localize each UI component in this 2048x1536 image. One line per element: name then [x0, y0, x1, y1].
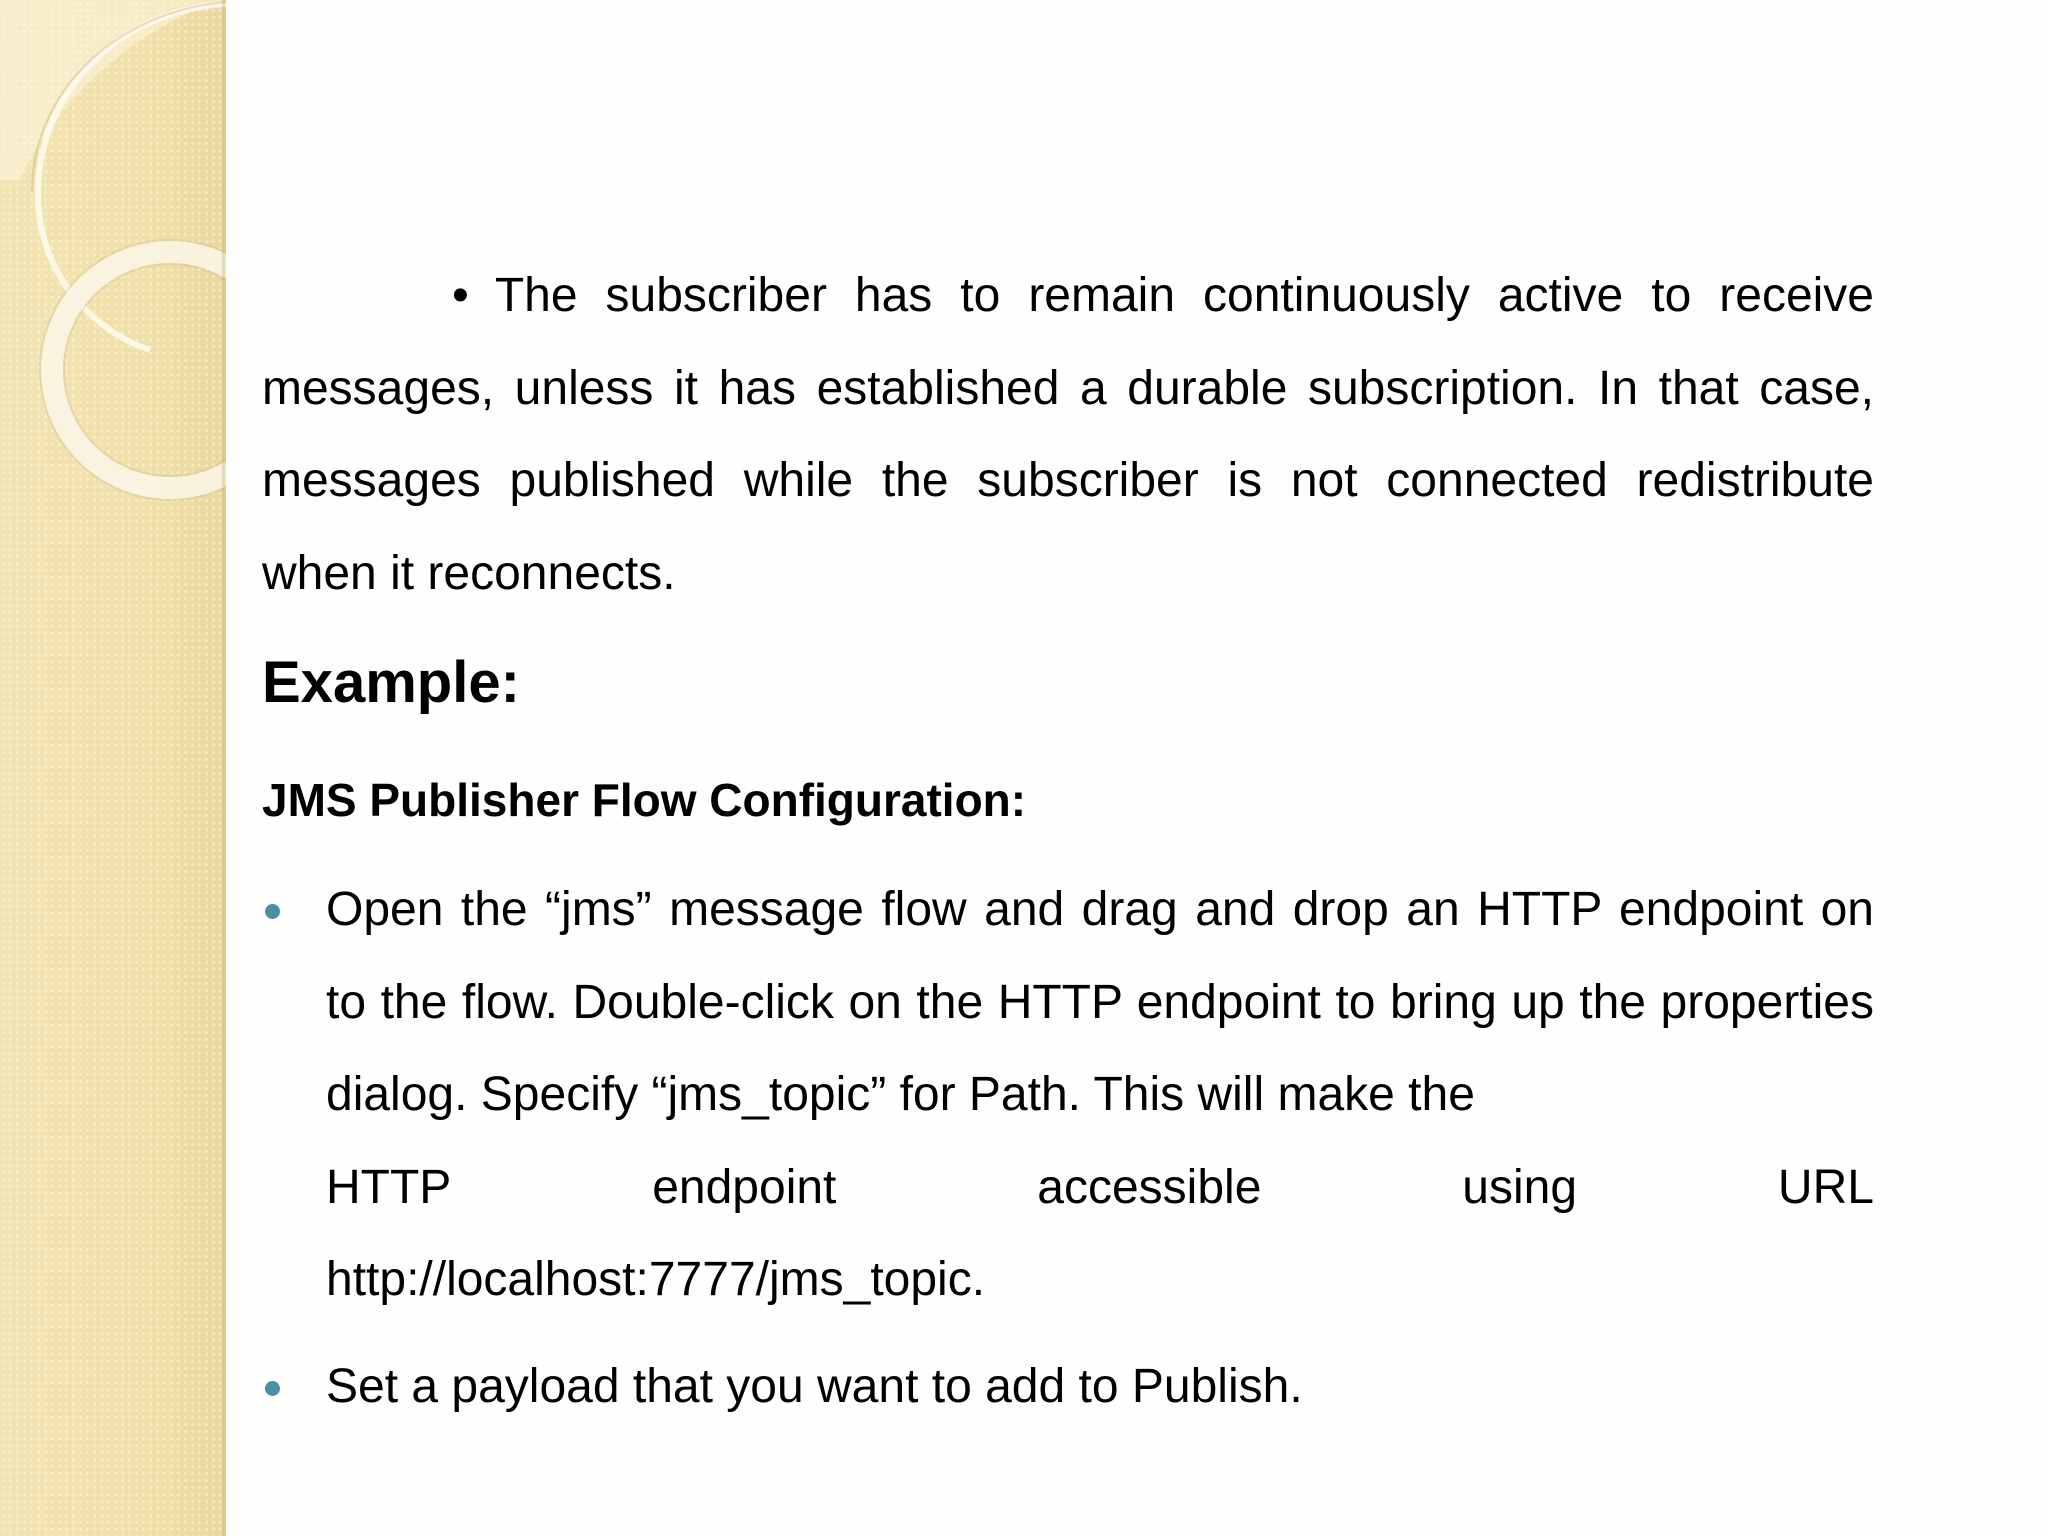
bullet-dot-icon	[265, 904, 280, 919]
word-accessible: accessible	[1037, 1160, 1262, 1214]
steps-list	[262, 864, 1874, 1447]
word-using: using	[1462, 1160, 1578, 1214]
list-item	[262, 1341, 1874, 1434]
step-1-text: Open the “jms” message flow and drag and drop an HTTP endpoint on to the flow. Double-click on the HTTP endpoint to bring up the properties dialog. Specify “jms_topic” for Path. This will make the	[326, 883, 1874, 1121]
decorative-sidebar	[0, 0, 226, 1536]
word-http: HTTP	[326, 1160, 452, 1214]
word-url: URL	[1777, 1160, 1874, 1214]
word-endpoint: endpoint	[652, 1160, 837, 1214]
step-2-text: Set a payload that you want to add to Publish.	[326, 1359, 1303, 1413]
sidebar-shadow	[222, 0, 226, 1536]
publisher-config-heading: JMS Publisher Flow Configuration:	[262, 774, 1027, 826]
step-1-url: http://localhost:7777/jms_topic.	[326, 1253, 986, 1306]
intro-paragraph-text: The subscriber has to remain continuously active to receive messages, unless it has established a durable subscription. In that case, messages published while the subscriber is not connected redistribute when it reconnects.	[262, 269, 1874, 600]
step-1-spaced-line	[326, 1142, 1874, 1235]
intro-bullet: •	[452, 269, 469, 322]
list-item	[262, 864, 1874, 1327]
decorative-rings	[0, 0, 226, 520]
bullet-dot-icon	[265, 1381, 280, 1396]
intro-paragraph	[262, 250, 1874, 620]
example-heading: Example:	[262, 650, 520, 715]
